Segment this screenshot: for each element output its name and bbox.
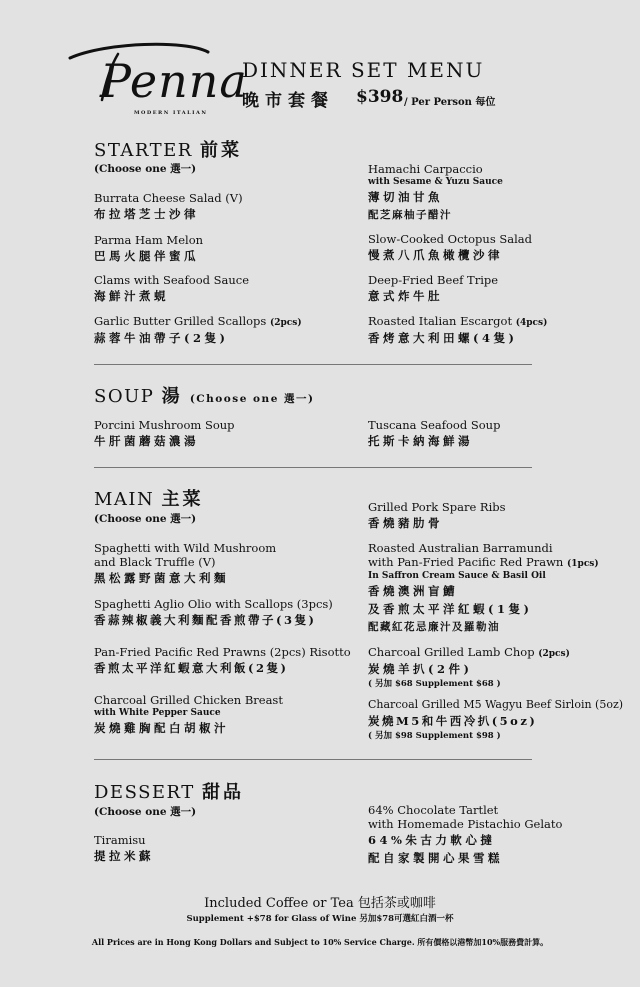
item-en: Roasted Italian Escargot: [368, 314, 513, 328]
menu-item: [94, 191, 243, 223]
logo-script: Penna: [100, 54, 248, 108]
item-zh: 海鮮汁煮蜆: [94, 289, 169, 303]
menu-item: [94, 314, 302, 347]
item-supplement: ( 另加 $98 Supplement $98 ): [368, 731, 501, 741]
menu-item: [368, 803, 562, 867]
item-en-2: with Homemade Pistachio Gelato: [368, 817, 563, 831]
item-zh: 托斯卡納海鮮湯: [368, 434, 473, 448]
starter-heading-zh: 前菜: [200, 140, 243, 161]
menu-item: [368, 162, 503, 224]
item-sub: with Sesame & Yuzu Sauce: [368, 177, 503, 187]
item-zh: 香蒜辣椒義大利麵配香煎帶子(3隻): [94, 613, 317, 627]
main-heading: MAIN: [94, 489, 155, 510]
item-en-qty: (2pcs): [269, 318, 302, 328]
menu-item: [368, 418, 500, 450]
item-en: Charcoal Grilled Chicken Breast: [94, 693, 283, 707]
item-zh: 炭燒M5和牛西冷扒(5oz): [368, 714, 538, 728]
item-en: Deep-Fried Beef Tripe: [368, 273, 499, 287]
per-person-label: / Per Person 每位: [404, 97, 496, 108]
item-en-2: with Pan-Fried Pacific Red Prawn: [368, 555, 564, 569]
item-en: Tiramisu: [94, 833, 146, 847]
item-zh-3: 配藏紅花忌廉汁及羅勒油: [368, 621, 500, 633]
item-en: Spaghetti Aglio Olio with Scallops (3pcs): [94, 597, 333, 611]
divider: [94, 467, 532, 468]
menu-item: [368, 314, 547, 347]
soup-note: (Choose one 選一): [189, 393, 315, 405]
item-zh-2: 配芝麻柚子醋汁: [368, 209, 452, 221]
menu-item: [94, 833, 154, 865]
item-en: Burrata Cheese Salad (V): [94, 191, 243, 205]
menu-item: [368, 645, 570, 690]
menu-item: [94, 418, 235, 450]
item-sub: with White Pepper Sauce: [94, 708, 221, 718]
item-en-2: and Black Truffle (V): [94, 555, 216, 569]
divider: [94, 759, 532, 760]
section-heading-dessert: [94, 778, 244, 804]
main-note: (Choose one 選一): [94, 513, 197, 525]
dessert-heading-zh: 甜品: [202, 782, 245, 803]
item-en: Clams with Seafood Sauce: [94, 273, 250, 287]
dessert-note: (Choose one 選一): [94, 806, 197, 818]
menu-item: [368, 500, 506, 532]
item-en: Charcoal Grilled M5 Wagyu Beef Sirloin (5oz): [368, 698, 624, 711]
item-zh-2: 及香煎太平洋紅蝦(1隻): [368, 602, 533, 616]
footer-supplement: Supplement +$78 for Glass of Wine 另加$78可選紅白酒一杯: [186, 914, 454, 924]
soup-heading-zh: 湯: [161, 386, 183, 407]
menu-item: [94, 273, 249, 305]
set-price: $398: [356, 87, 404, 107]
item-zh: 提拉米蘇: [94, 849, 154, 863]
section-heading-starter: [94, 136, 242, 162]
item-zh: 意式炸牛肚: [368, 289, 443, 303]
menu-title-zh: 晚市套餐: [242, 91, 334, 111]
item-en-qty: (1pcs): [567, 559, 599, 569]
item-en: Porcini Mushroom Soup: [94, 418, 235, 432]
item-zh: 香燒豬肋骨: [368, 516, 443, 530]
section-heading-soup: [94, 382, 315, 408]
item-zh: 布拉塔芝士沙律: [94, 207, 199, 221]
divider: [94, 364, 532, 365]
item-en: Grilled Pork Spare Ribs: [368, 500, 506, 514]
starter-note: (Choose one 選一): [94, 163, 197, 175]
item-en: Parma Ham Melon: [94, 233, 204, 247]
item-zh-2: 配自家製開心果雪糕: [368, 851, 503, 865]
soup-heading: SOUP: [94, 386, 155, 407]
item-zh: 牛肝菌蘑菇濃湯: [94, 434, 199, 448]
menu-item: [94, 693, 283, 737]
dessert-heading: DESSERT: [94, 782, 195, 803]
item-zh: 炭燒羊扒(2件): [368, 662, 473, 676]
logo: [66, 40, 248, 120]
menu-item: [368, 273, 498, 305]
section-heading-main: [94, 485, 204, 511]
footer-included: Included Coffee or Tea 包括茶或咖啡: [204, 896, 436, 911]
item-en: Tuscana Seafood Soup: [368, 418, 501, 432]
item-en: Roasted Australian Barramundi: [368, 541, 553, 555]
item-zh: 香烤意大利田螺(4隻): [368, 331, 518, 345]
item-sub: In Saffron Cream Sauce & Basil Oil: [368, 571, 546, 581]
item-en: Charcoal Grilled Lamb Chop: [368, 645, 535, 659]
item-en: 64% Chocolate Tartlet: [368, 803, 499, 817]
menu-title: DINNER SET MENU: [242, 58, 485, 82]
item-en: Garlic Butter Grilled Scallops: [94, 314, 267, 328]
logo-tagline: MODERN ITALIAN: [134, 110, 208, 116]
main-heading-zh: 主菜: [161, 489, 204, 510]
item-zh: 炭燒雞胸配白胡椒汁: [94, 721, 229, 735]
item-en-qty: (4pcs): [515, 318, 548, 328]
item-en-qty: (2pcs): [538, 649, 570, 659]
menu-item: [94, 645, 351, 677]
item-zh: 黑松露野菌意大利麵: [94, 571, 229, 585]
item-zh: 蒜蓉牛油帶子(2隻): [94, 331, 229, 345]
menu-item: [368, 232, 532, 264]
footer-disclaimer: All Prices are in Hong Kong Dollars and Subject to 10% Service Charge. 所有價格以港幣加10%服務費計算。: [91, 937, 549, 947]
menu-item: [368, 698, 623, 742]
item-zh: 巴馬火腿伴蜜瓜: [94, 249, 199, 263]
item-en: Spaghetti with Wild Mushroom: [94, 541, 277, 555]
item-zh: 64%朱古力軟心撻: [368, 833, 496, 847]
item-en: Slow-Cooked Octopus Salad: [368, 232, 533, 246]
item-zh: 香煎太平洋紅蝦意大利飯(2隻): [94, 661, 289, 675]
item-supplement: ( 另加 $68 Supplement $68 ): [368, 679, 501, 689]
item-en: Pan-Fried Pacific Red Prawns (2pcs) Risotto: [94, 645, 351, 659]
menu-item: [94, 541, 276, 587]
menu-item: [94, 597, 333, 629]
item-zh: 慢煮八爪魚橄欖沙律: [368, 248, 503, 262]
menu-item: [368, 541, 599, 636]
item-zh: 香燒澳洲盲鰽: [368, 584, 458, 598]
starter-heading: STARTER: [94, 140, 193, 161]
item-en: Hamachi Carpaccio: [368, 162, 483, 176]
menu-item: [94, 233, 203, 265]
item-zh: 薄切油甘魚: [368, 190, 443, 204]
